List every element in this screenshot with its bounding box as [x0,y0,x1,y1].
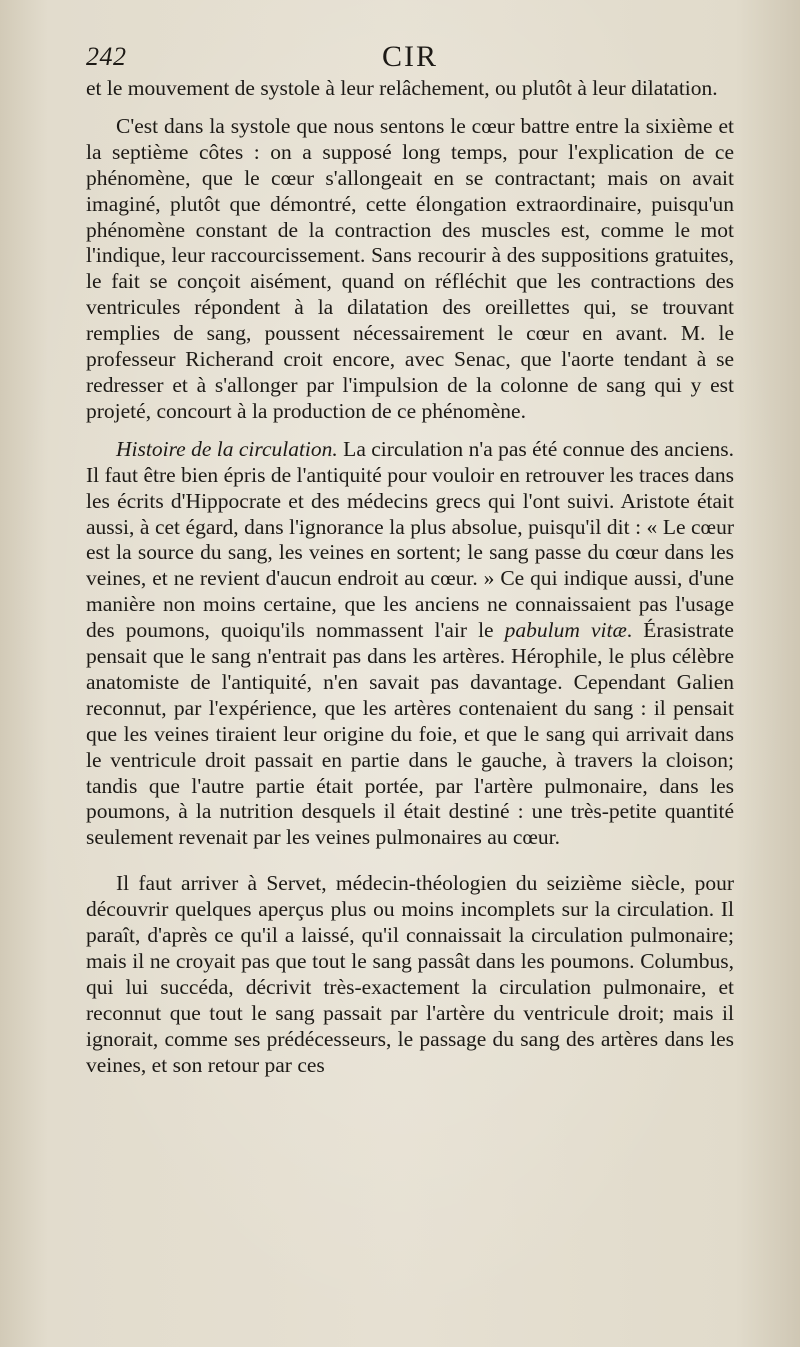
paragraph-history-text-a: La circulation n'a pas été connue des anciens. Il faut être bien épris de l'antiquité pour vouloir en retrouver les traces dans les écrits d'Hippocrate et des médecins grecs qui l'ont suivi. Aristote était aussi, à cet égard, dans l'ignorance la plus absolue, puisqu'il dit : « Le cœur est la source du sang, les veines en sortent; le sang passe du cœur dans les veines, et ne revient d'aucun endroit au cœur. » Ce qui indique aussi, d'une manière non moins certaine, que les anciens ne connaissaient pas l'usage des poumons, quoiqu'ils nommassent l'air le [86,436,734,643]
paragraph-continuation: et le mouvement de systole à leur relâchement, ou plutôt à leur dilatation. [86,76,718,100]
page-header [86,40,734,74]
latin-phrase: pabulum vitæ [504,618,627,643]
section-heading: Histoire de la circulation. [116,436,338,461]
body-text [86,76,734,1079]
page-number: 242 [86,42,127,71]
paragraph-history-text-b: . Érasistrate pensait que le sang n'entrait pas dans les artères. Hérophile, le plus célèbre anatomiste de l'antiquité, n'en savait pas davantage. Cependant Galien reconnut, par l'expérience, que les artères contenaient du sang : il pensait que les veines tiraient leur origine du foie, et que le sang qui arrivait dans le ventricule droit passait en partie dans le gauche, à travers la cloison; tandis que l'autre partie était portée, par l'artère pulmonaire, dans les poumons, à la nutrition desquels il était destiné : une très-petite quantité seulement revenait par les veines pulmonaires au cœur. [86,618,734,850]
paragraph-servet: Il faut arriver à Servet, médecin-théologien du seizième siècle, pour découvrir quelques aperçus plus ou moins incomplets sur la circulation. Il paraît, d'après ce qu'il a laissé, qu'il connaissait la circulation pulmonaire; mais il ne croyait pas que tout le sang passât dans les poumons. Columbus, qui lui succéda, décrivit très-exactement la circulation pulmonaire, et reconnut que tout le sang passait par l'artère du ventricule droit; mais il ignorait, comme ses prédécesseurs, le passage du sang des artères dans les veines, et son retour par ces [86,871,734,1077]
paragraph-systole: C'est dans la systole que nous sentons le cœur battre entre la sixième et la septième côtes : on a supposé long temps, pour l'explication de ce phénomène, que le cœur s'allongeait en se contractant; mais on avait imaginé, plutôt que démontré, cette élongation extraordinaire, puisqu'un phénomène constant de la contraction des muscles est, comme le mot l'indique, leur raccourcissement. Sans recourir à des suppositions gratuites, le fait se conçoit aisément, quand on réfléchit que les contractions des ventricules répondent à la dilatation des oreillettes qui, se trouvant remplies de sang, poussent nécessairement le cœur en avant. M. le professeur Richerand croit encore, avec Senac, que l'aorte tendant à se redresser et à s'allonger par l'impulsion de la colonne de sang qui y est projeté, concourt à la production de ce phénomène. [86,113,734,423]
running-head: CIR [381,40,438,73]
paragraph-history [86,437,734,852]
